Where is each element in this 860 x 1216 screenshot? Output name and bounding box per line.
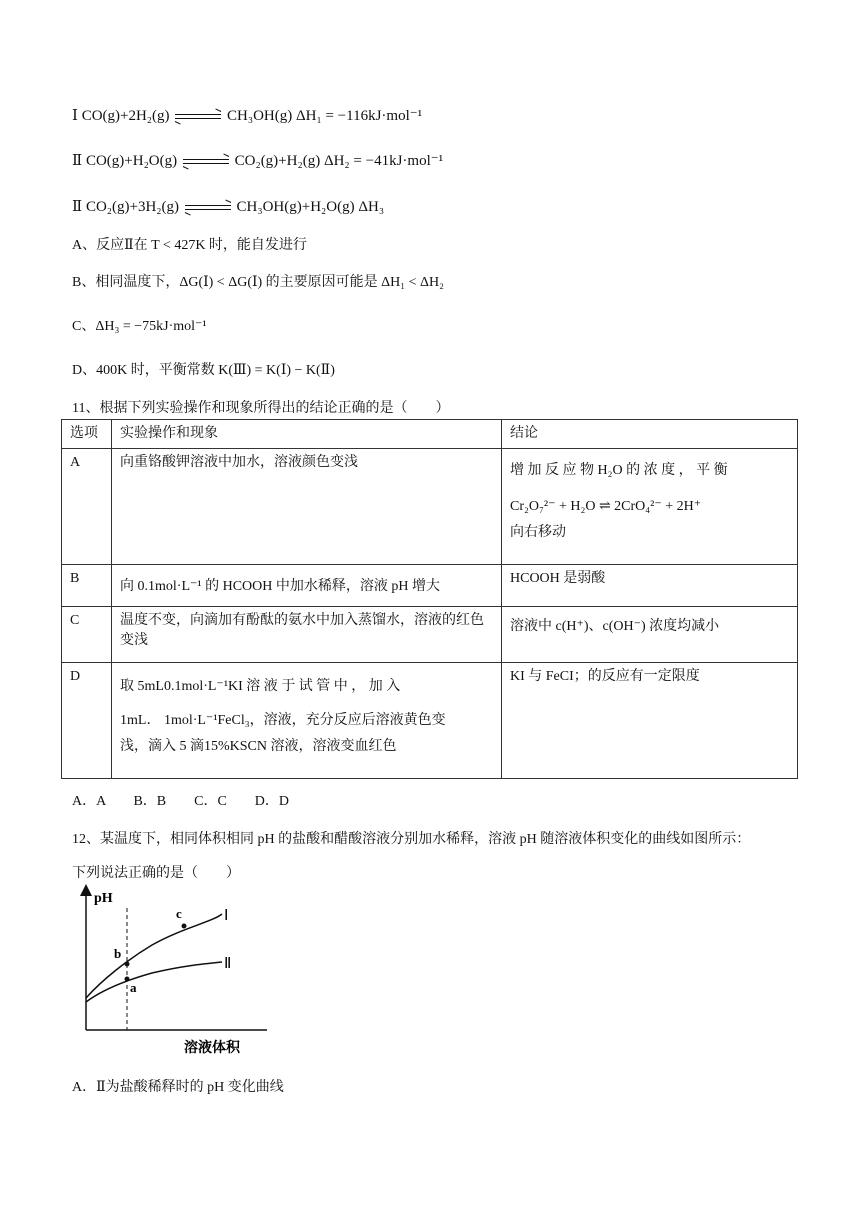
reaction-3-dh: ΔH₃ — [358, 199, 385, 215]
table-cell-conclusion — [502, 449, 798, 565]
table-row — [62, 449, 798, 565]
y-axis-label: pH — [94, 891, 113, 906]
q10-option-d: D、400K 时，平衡常数 K(Ⅲ) = K(Ⅰ) − K(Ⅱ) — [72, 363, 335, 378]
table-cell-conclusion — [502, 607, 798, 663]
reaction-1 — [72, 106, 422, 125]
table-cell-option: C — [62, 607, 112, 663]
q10-option-b: B、相同温度下，ΔG(Ⅰ) < ΔG(Ⅰ) 的主要原因可能是 ΔH₁ < ΔH₂ — [72, 275, 445, 290]
point-a-label: a — [130, 980, 137, 995]
reaction-2 — [72, 151, 443, 170]
curve-ii — [86, 962, 222, 1002]
table-cell-operation: 温度不变，向滴加有酚酞的氨水中加入蒸馏水，溶液的红色变浅 — [112, 607, 502, 663]
reaction-3 — [72, 197, 384, 216]
equilibrium-arrow-icon — [181, 155, 231, 169]
operation-line: 1mL． 1mol·L⁻¹FeCl₃，溶液，充分反应后溶液黄色变 — [120, 713, 446, 728]
table-cell-operation — [112, 565, 502, 607]
q10-option-a: A、反应Ⅱ在 T < 427K 时，能自发进行 — [72, 238, 307, 253]
curve-i-label: Ⅰ — [224, 908, 229, 924]
reaction-1-lhs: CO(g)+2H₂(g) — [81, 108, 170, 124]
operation-text: 向 0.1mol·L⁻¹ 的 HCOOH 中加水稀释，溶液 pH 增大 — [120, 579, 440, 594]
table-header-row — [62, 420, 798, 449]
equilibrium-arrow-icon — [183, 201, 233, 215]
table-cell-conclusion: KI 与 FeCI；的反应有一定限度 — [502, 663, 798, 779]
equilibrium-arrow-icon — [173, 110, 223, 124]
point-c-label: c — [176, 906, 182, 921]
table-cell-operation — [112, 663, 502, 779]
experiment-table — [61, 419, 798, 779]
reaction-2-lhs: CO(g)+H₂O(g) — [85, 153, 178, 169]
reaction-1-dh: ΔH₁ = −116kJ·mol⁻¹ — [296, 108, 423, 124]
table-cell-option: A — [62, 449, 112, 565]
reaction-3-label: Ⅱ — [72, 199, 83, 215]
reaction-3-lhs: CO₂(g)+3H₂(g) — [85, 199, 180, 215]
reaction-2-dh: ΔH₂ = −41kJ·mol⁻¹ — [323, 153, 444, 169]
reaction-2-rhs: CO₂(g)+H₂(g) — [234, 153, 321, 169]
table-cell-operation: 向重铬酸钾溶液中加水，溶液颜色变浅 — [112, 449, 502, 565]
conclusion-equation: Cr₂O₇²⁻ + H₂O ⇌ 2CrO₄²⁻ + 2H⁺ — [510, 499, 702, 514]
point-c — [182, 924, 187, 929]
table-header: 选项 — [62, 420, 112, 449]
operation-line: 取 5mL0.1mol·L⁻¹KI 溶 液 于 试 管 中 ， 加 入 — [120, 679, 401, 694]
table-row — [62, 607, 798, 663]
reaction-1-label: Ⅰ — [72, 108, 78, 124]
table-header: 实验操作和现象 — [112, 420, 502, 449]
point-b — [125, 962, 130, 967]
q12-question: 12、某温度下，相同体积相同 pH 的盐酸和醋酸溶液分别加水稀释，溶液 pH 随溶液体积变化的曲线如图所示： — [72, 832, 751, 847]
q12-question-cont: 下列说法正确的是（ ） — [72, 866, 240, 881]
q11-question: 11、根据下列实验操作和现象所得出的结论正确的是（ ） — [72, 401, 450, 416]
conclusion-line: 向右移动 — [510, 525, 566, 540]
conclusion-line: 增 加 反 应 物 H₂O 的 浓 度 ， 平 衡 — [510, 463, 728, 478]
x-axis-label: 溶液体积 — [184, 1041, 240, 1056]
table-cell-option: D — [62, 663, 112, 779]
point-a — [125, 977, 130, 982]
q11-answers: A．A B．B C．C D．D — [72, 794, 290, 809]
reaction-1-rhs: CH₃OH(g) — [227, 108, 293, 124]
q10-option-c: C、ΔH₃ = −75kJ·mol⁻¹ — [72, 319, 207, 334]
reaction-3-rhs: CH₃OH(g)+H₂O(g) — [236, 199, 355, 215]
reaction-2-label: Ⅱ — [72, 153, 83, 169]
table-cell-option: B — [62, 565, 112, 607]
conclusion-text: 溶液中 c(H⁺)、c(OH⁻) 浓度均减小 — [510, 619, 720, 634]
point-b-label: b — [114, 946, 122, 961]
curve-ii-label: Ⅱ — [224, 956, 232, 972]
q12-option-a: A．Ⅱ为盐酸稀释时的 pH 变化曲线 — [72, 1080, 284, 1095]
table-header: 结论 — [502, 420, 798, 449]
operation-line: 浅，滴入 5 滴15%KSCN 溶液，溶液变血红色 — [120, 739, 397, 754]
curve-i — [86, 914, 222, 998]
table-cell-conclusion: HCOOH 是弱酸 — [502, 565, 798, 607]
table-row — [62, 565, 798, 607]
ph-dilution-graph — [72, 880, 272, 1060]
table-row — [62, 663, 798, 779]
